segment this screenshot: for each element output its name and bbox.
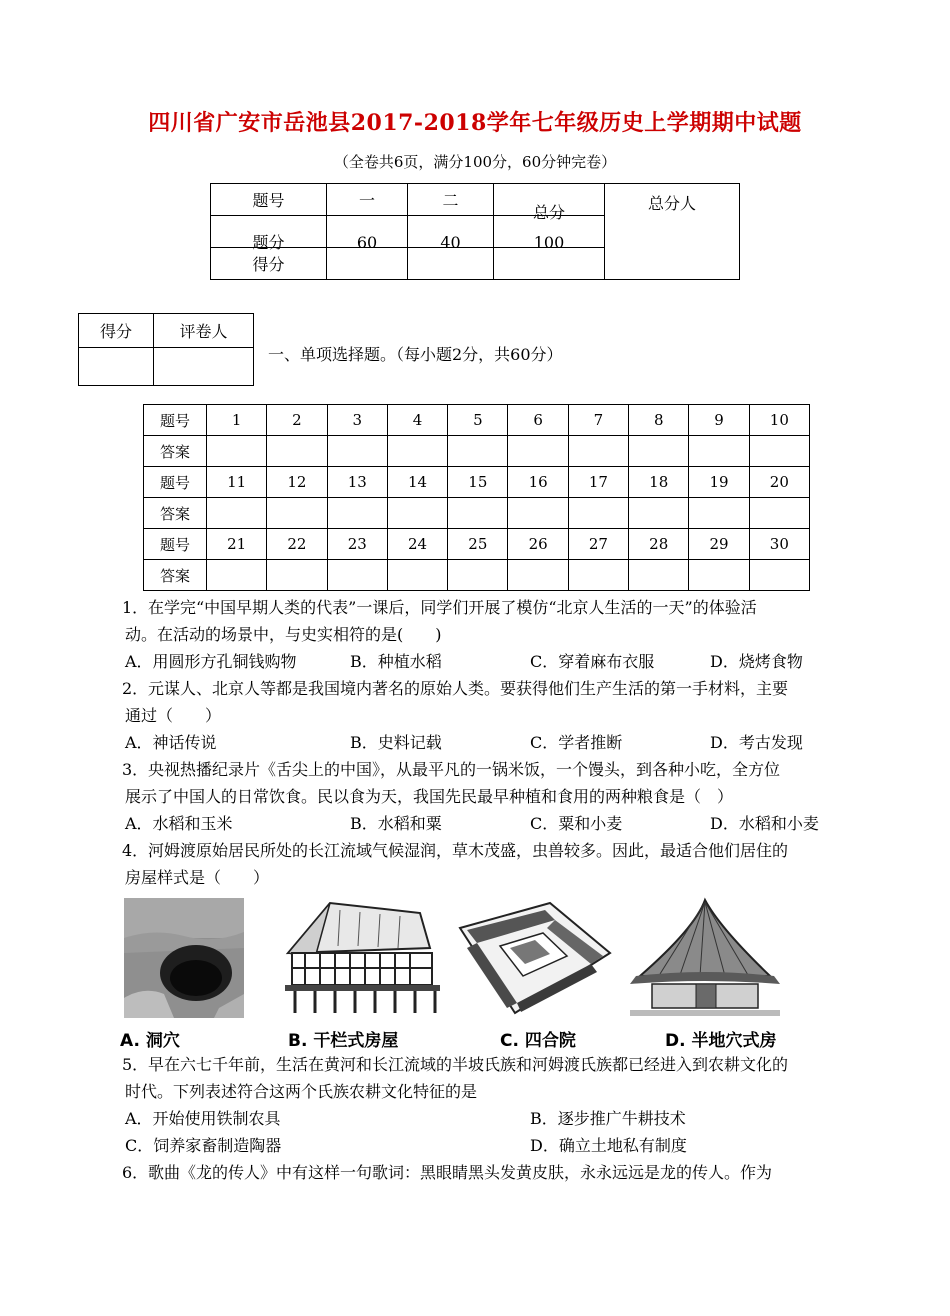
question-text: 元谋人、北京人等都是我国境内著名的原始人类。要获得他们生产生活的第一手材料，主要 [148,679,789,698]
number-label: 题号 [144,467,207,498]
answer-option[interactable]: D．水稻和小麦 [710,814,819,833]
answer-label: 答案 [144,560,207,591]
answer-option[interactable]: C．学者推断 [530,733,623,752]
question-number-cell: 5 [448,405,508,436]
answer-entry-cell[interactable] [689,498,749,529]
house-options [120,898,820,1058]
question-number-cell: 16 [508,467,568,498]
question-number-cell: 13 [327,467,387,498]
answer-option[interactable]: A．水稻和玉米 [125,814,233,833]
answer-entry-cell[interactable] [387,498,447,529]
question-item [100,756,860,837]
question-text: 歌曲《龙的传人》中有这样一句歌词：黑眼睛黑头发黄皮肤，永永远远是龙的传人。作为 [148,1163,773,1182]
answer-entry-cell[interactable] [689,560,749,591]
row-label: 得分 [211,248,327,280]
question-number-cell: 2 [267,405,327,436]
number-label: 题号 [144,529,207,560]
question-number: 3． [122,760,149,779]
score-summary-table [210,183,740,280]
answer-option[interactable]: A．开始使用铁制农具 [125,1109,281,1128]
question-number: 1． [122,598,149,617]
question-number-cell: 4 [387,405,447,436]
question-number-cell: 3 [327,405,387,436]
question-number-cell: 12 [267,467,327,498]
answer-options [100,729,860,756]
question-number-cell: 7 [568,405,628,436]
answer-label: 答案 [144,498,207,529]
question-text: 早在六七千年前，生活在黄河和长江流域的半坡氏族和河姆渡氏族都已经进入到农耕文化的 [148,1055,789,1074]
question-number-cell: 22 [267,529,327,560]
grader-label: 评卷人 [154,314,254,348]
question-item [100,1051,860,1159]
question-number-cell: 24 [387,529,447,560]
answer-entry-cell[interactable] [568,436,628,467]
answer-option[interactable]: A．神话传说 [125,733,217,752]
answer-entry-cell[interactable] [749,436,809,467]
page-title: 四川省广安市岳池县2017-2018学年七年级历史上学期期中试题 [148,110,802,136]
question-number-cell: 27 [568,529,628,560]
question-number-cell: 21 [207,529,267,560]
answer-entry-cell[interactable] [508,498,568,529]
answer-entry-cell[interactable] [267,498,327,529]
answer-option[interactable]: B．史料记载 [350,733,442,752]
points-cell: 40 [408,216,494,248]
question-text: 河姆渡原始居民所处的长江流域气候湿润，草木茂盛，虫兽较多。因此，最适合他们居住的 [148,841,789,860]
question-text: 在学完“中国早期人类的代表”一课后，同学们开展了模仿“北京人生活的一天”的体验活 [148,598,757,617]
answer-option[interactable]: B．水稻和粟 [350,814,442,833]
header-cell: 二 [408,184,494,216]
question-text: 动。在活动的场景中，与史实相符的是( ) [125,625,442,644]
exam-info: （全卷共6页，满分100分，60分钟完卷） [333,153,617,171]
question-text: 通过（ ） [125,706,222,725]
points-cell: 60 [327,216,408,248]
answer-entry-cell[interactable] [267,560,327,591]
answer-entry-cell[interactable] [387,560,447,591]
answer-option[interactable]: C．饲养家畜制造陶器 [125,1136,282,1155]
answer-option[interactable]: B．逐步推广牛耕技术 [530,1109,686,1128]
grader-table [78,313,254,386]
score-label: 得分 [79,314,154,348]
question-number-cell: 26 [508,529,568,560]
question-number-cell: 11 [207,467,267,498]
answer-options [100,810,860,837]
question-text: 房屋样式是（ ） [125,868,270,887]
option-c-caption: C. 四合院 [500,1031,576,1051]
question-text: 时代。下列表述符合这两个氏族农耕文化特征的是 [125,1082,478,1101]
question-number-cell: 17 [568,467,628,498]
answer-entry-cell[interactable] [327,436,387,467]
question-item [100,594,860,675]
answer-option[interactable]: D．烧烤食物 [710,652,803,671]
question-number: 2． [122,679,149,698]
answer-options [100,648,860,675]
answer-entry-cell[interactable] [508,560,568,591]
answer-grid [143,404,810,591]
cave-image [124,898,244,1018]
number-row [144,529,810,560]
grader-entry-cell[interactable] [154,348,254,386]
number-row [144,405,810,436]
answer-entry-cell[interactable] [568,498,628,529]
score-entry-cell[interactable] [408,248,494,280]
question-number-cell: 20 [749,467,809,498]
question-number-cell: 29 [689,529,749,560]
answer-entry-cell[interactable] [207,498,267,529]
question-number-cell: 1 [207,405,267,436]
answer-entry-cell[interactable] [568,560,628,591]
answer-entry-cell[interactable] [207,560,267,591]
question-number-cell: 25 [448,529,508,560]
answer-entry-cell[interactable] [749,560,809,591]
question-number-cell: 23 [327,529,387,560]
question-number: 4． [122,841,149,860]
answer-entry-cell[interactable] [448,560,508,591]
question-text: 展示了中国人的日常饮食。民以食为天，我国先民最早种植和食用的两种粮食是（ ） [125,787,734,806]
semi-subterranean-house-image [630,898,780,1018]
answer-entry-cell[interactable] [327,498,387,529]
question-number-cell: 10 [749,405,809,436]
question-number: 5． [122,1055,149,1074]
answer-options [100,1105,860,1159]
question-list [100,594,860,1186]
score-entry-cell[interactable] [494,248,605,280]
section-heading: 一、单项选择题。（每小题2分，共60分） [268,345,563,364]
question-item [100,675,860,756]
question-number-cell: 8 [629,405,689,436]
points-cell: 100 [494,216,605,248]
answer-entry-cell[interactable] [448,498,508,529]
answer-label: 答案 [144,436,207,467]
answer-entry-cell[interactable] [629,498,689,529]
answer-entry-cell[interactable] [387,436,447,467]
answer-row [144,436,810,467]
number-label: 题号 [144,405,207,436]
question-item [100,1159,860,1186]
answer-row [144,498,810,529]
answer-entry-cell[interactable] [207,436,267,467]
stilt-house-image [270,898,440,1018]
number-row [144,467,810,498]
answer-option[interactable]: B．种植水稻 [350,652,442,671]
option-d-caption: D. 半地穴式房 [665,1031,777,1051]
question-text: 央视热播纪录片《舌尖上的中国》，从最平凡的一锅米饭，一个馒头，到各种小吃，全方位 [148,760,781,779]
answer-option[interactable]: C．穿着麻布衣服 [530,652,655,671]
question-number-cell: 15 [448,467,508,498]
row-label: 题分 [211,216,327,248]
question-number-cell: 9 [689,405,749,436]
question-number-cell: 6 [508,405,568,436]
answer-entry-cell[interactable] [508,436,568,467]
question-number-cell: 30 [749,529,809,560]
answer-option[interactable]: A．用圆形方孔铜钱购物 [125,652,297,671]
header-cell: 题号 [211,184,327,216]
answer-option[interactable]: D．考古发现 [710,733,803,752]
question-number-cell: 18 [629,467,689,498]
score-entry-cell[interactable] [327,248,408,280]
score-entry-cell[interactable] [79,348,154,386]
answer-entry-cell[interactable] [327,560,387,591]
answer-entry-cell[interactable] [629,436,689,467]
courtyard-image [455,898,615,1018]
answer-entry-cell[interactable] [689,436,749,467]
answer-option[interactable]: D．确立土地私有制度 [530,1136,687,1155]
header-cell: 总分 [494,184,605,216]
question-number: 6． [122,1163,149,1182]
scorer-cell: 总分人 [605,184,740,280]
option-a-caption: A. 洞穴 [120,1031,180,1051]
question-number-cell: 19 [689,467,749,498]
question-number-cell: 14 [387,467,447,498]
answer-entry-cell[interactable] [629,560,689,591]
answer-option[interactable]: C．粟和小麦 [530,814,623,833]
answer-entry-cell[interactable] [749,498,809,529]
header-cell: 一 [327,184,408,216]
question-number-cell: 28 [629,529,689,560]
answer-entry-cell[interactable] [267,436,327,467]
option-b-caption: B. 干栏式房屋 [288,1031,399,1051]
answer-row [144,560,810,591]
answer-entry-cell[interactable] [448,436,508,467]
